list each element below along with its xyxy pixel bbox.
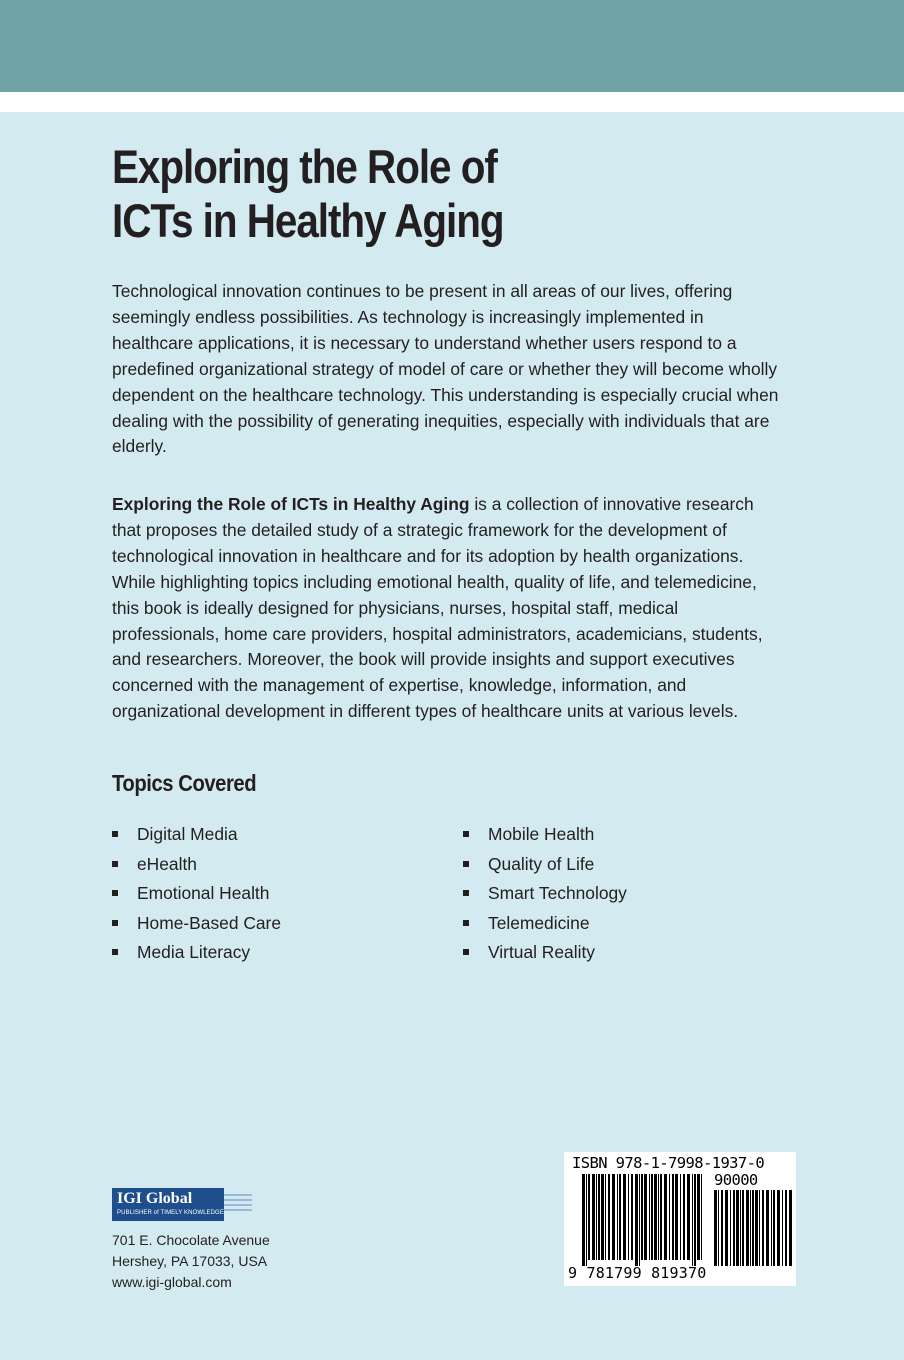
- topic-label: Virtual Reality: [488, 942, 595, 962]
- address-line-2: Hershey, PA 17033, USA: [112, 1253, 268, 1269]
- bullet-square-icon: [112, 831, 118, 837]
- topic-label: Digital Media: [137, 824, 238, 844]
- topic-item: [463, 851, 627, 881]
- book-title-inline: Exploring the Role of ICTs in Healthy Aging: [112, 494, 470, 514]
- topic-label: eHealth: [137, 853, 197, 874]
- book-title: [112, 140, 714, 248]
- topic-item: [112, 880, 281, 910]
- logo-tagline: PUBLISHER of TIMELY KNOWLEDGE: [117, 1210, 224, 1216]
- topic-label: Quality of Life: [488, 853, 595, 874]
- topics-heading: Topics Covered: [112, 770, 257, 796]
- isbn-label: ISBN 978-1-7998-1937-0: [572, 1154, 765, 1172]
- bullet-square-icon: [463, 890, 469, 896]
- description-paragraph-2: [112, 492, 787, 725]
- topic-label: Home-Based Care: [137, 912, 282, 933]
- description-paragraph-2-text: is a collection of innovative research that proposes the detailed study of a strategic framework for the development of technological innovation in healthcare and for its adoption by health organizations. While highlighting topics including emotional health, quality of life, and telemedicine, this book is ideally designed for physicians, nurses, hospital staff, medical professionals, home care providers, hospital administrators, academicians, students, and researchers. Moreover, the book will provide insights and support executives concerned with the management of expertise, knowledge, information, and organizational development in different types of healthcare units at various levels.: [112, 494, 763, 722]
- white-strip: [0, 92, 904, 112]
- topic-item: [112, 821, 281, 851]
- bullet-square-icon: [463, 831, 469, 837]
- topic-item: [463, 939, 627, 969]
- topic-item: [463, 880, 627, 910]
- logo-stripes: [224, 1194, 252, 1216]
- description-paragraph-1: Technological innovation continues to be present in all areas of our lives, offering seemingly endless possibilities. As technology is increasingly implemented in healthcare applications, it is necessary to understand whether users respond to a predefined organizational strategy of model of care or whether they will become wholly dependent on the healthcare technology. This understanding is especially crucial when dealing with the possibility of generating inequities, especially with individuals that are elderly.: [112, 281, 779, 457]
- addon-barcode: [714, 1190, 792, 1266]
- topic-item: [112, 939, 281, 969]
- topic-item: [463, 910, 627, 940]
- topic-label: Mobile Health: [488, 824, 595, 844]
- topic-label: Emotional Health: [137, 883, 270, 903]
- igi-global-logo: [112, 1188, 252, 1224]
- publisher-block: [112, 1188, 270, 1290]
- topic-label: Media Literacy: [137, 942, 251, 962]
- topic-label: Smart Technology: [488, 883, 627, 903]
- topic-item: [463, 821, 627, 851]
- publisher-address: [112, 1230, 362, 1293]
- bullet-square-icon: [112, 949, 118, 955]
- logo-name: IGI Global: [117, 1190, 193, 1207]
- topic-item: [112, 851, 281, 881]
- bullet-square-icon: [463, 861, 469, 867]
- topic-label: Telemedicine: [488, 912, 590, 933]
- top-color-band: [0, 0, 904, 92]
- logo-box: [112, 1188, 224, 1221]
- bullet-square-icon: [463, 949, 469, 955]
- bullet-square-icon: [463, 920, 469, 926]
- address-line-1: 701 E. Chocolate Avenue: [112, 1232, 270, 1248]
- main-barcode: [582, 1174, 702, 1266]
- title-line-1: Exploring the Role of: [112, 140, 497, 193]
- price-code: 90000: [714, 1171, 758, 1189]
- barcode-digits: 9 781799 819370: [568, 1264, 707, 1282]
- bullet-square-icon: [112, 920, 118, 926]
- bullet-square-icon: [112, 861, 118, 867]
- publisher-website: www.igi-global.com: [112, 1274, 232, 1290]
- isbn-barcode: [564, 1152, 796, 1286]
- bullet-square-icon: [112, 890, 118, 896]
- topics-list-right: [463, 821, 627, 969]
- topic-item: [112, 910, 281, 940]
- topics-list-left: [112, 821, 281, 969]
- title-line-2: ICTs in Healthy Aging: [112, 194, 504, 247]
